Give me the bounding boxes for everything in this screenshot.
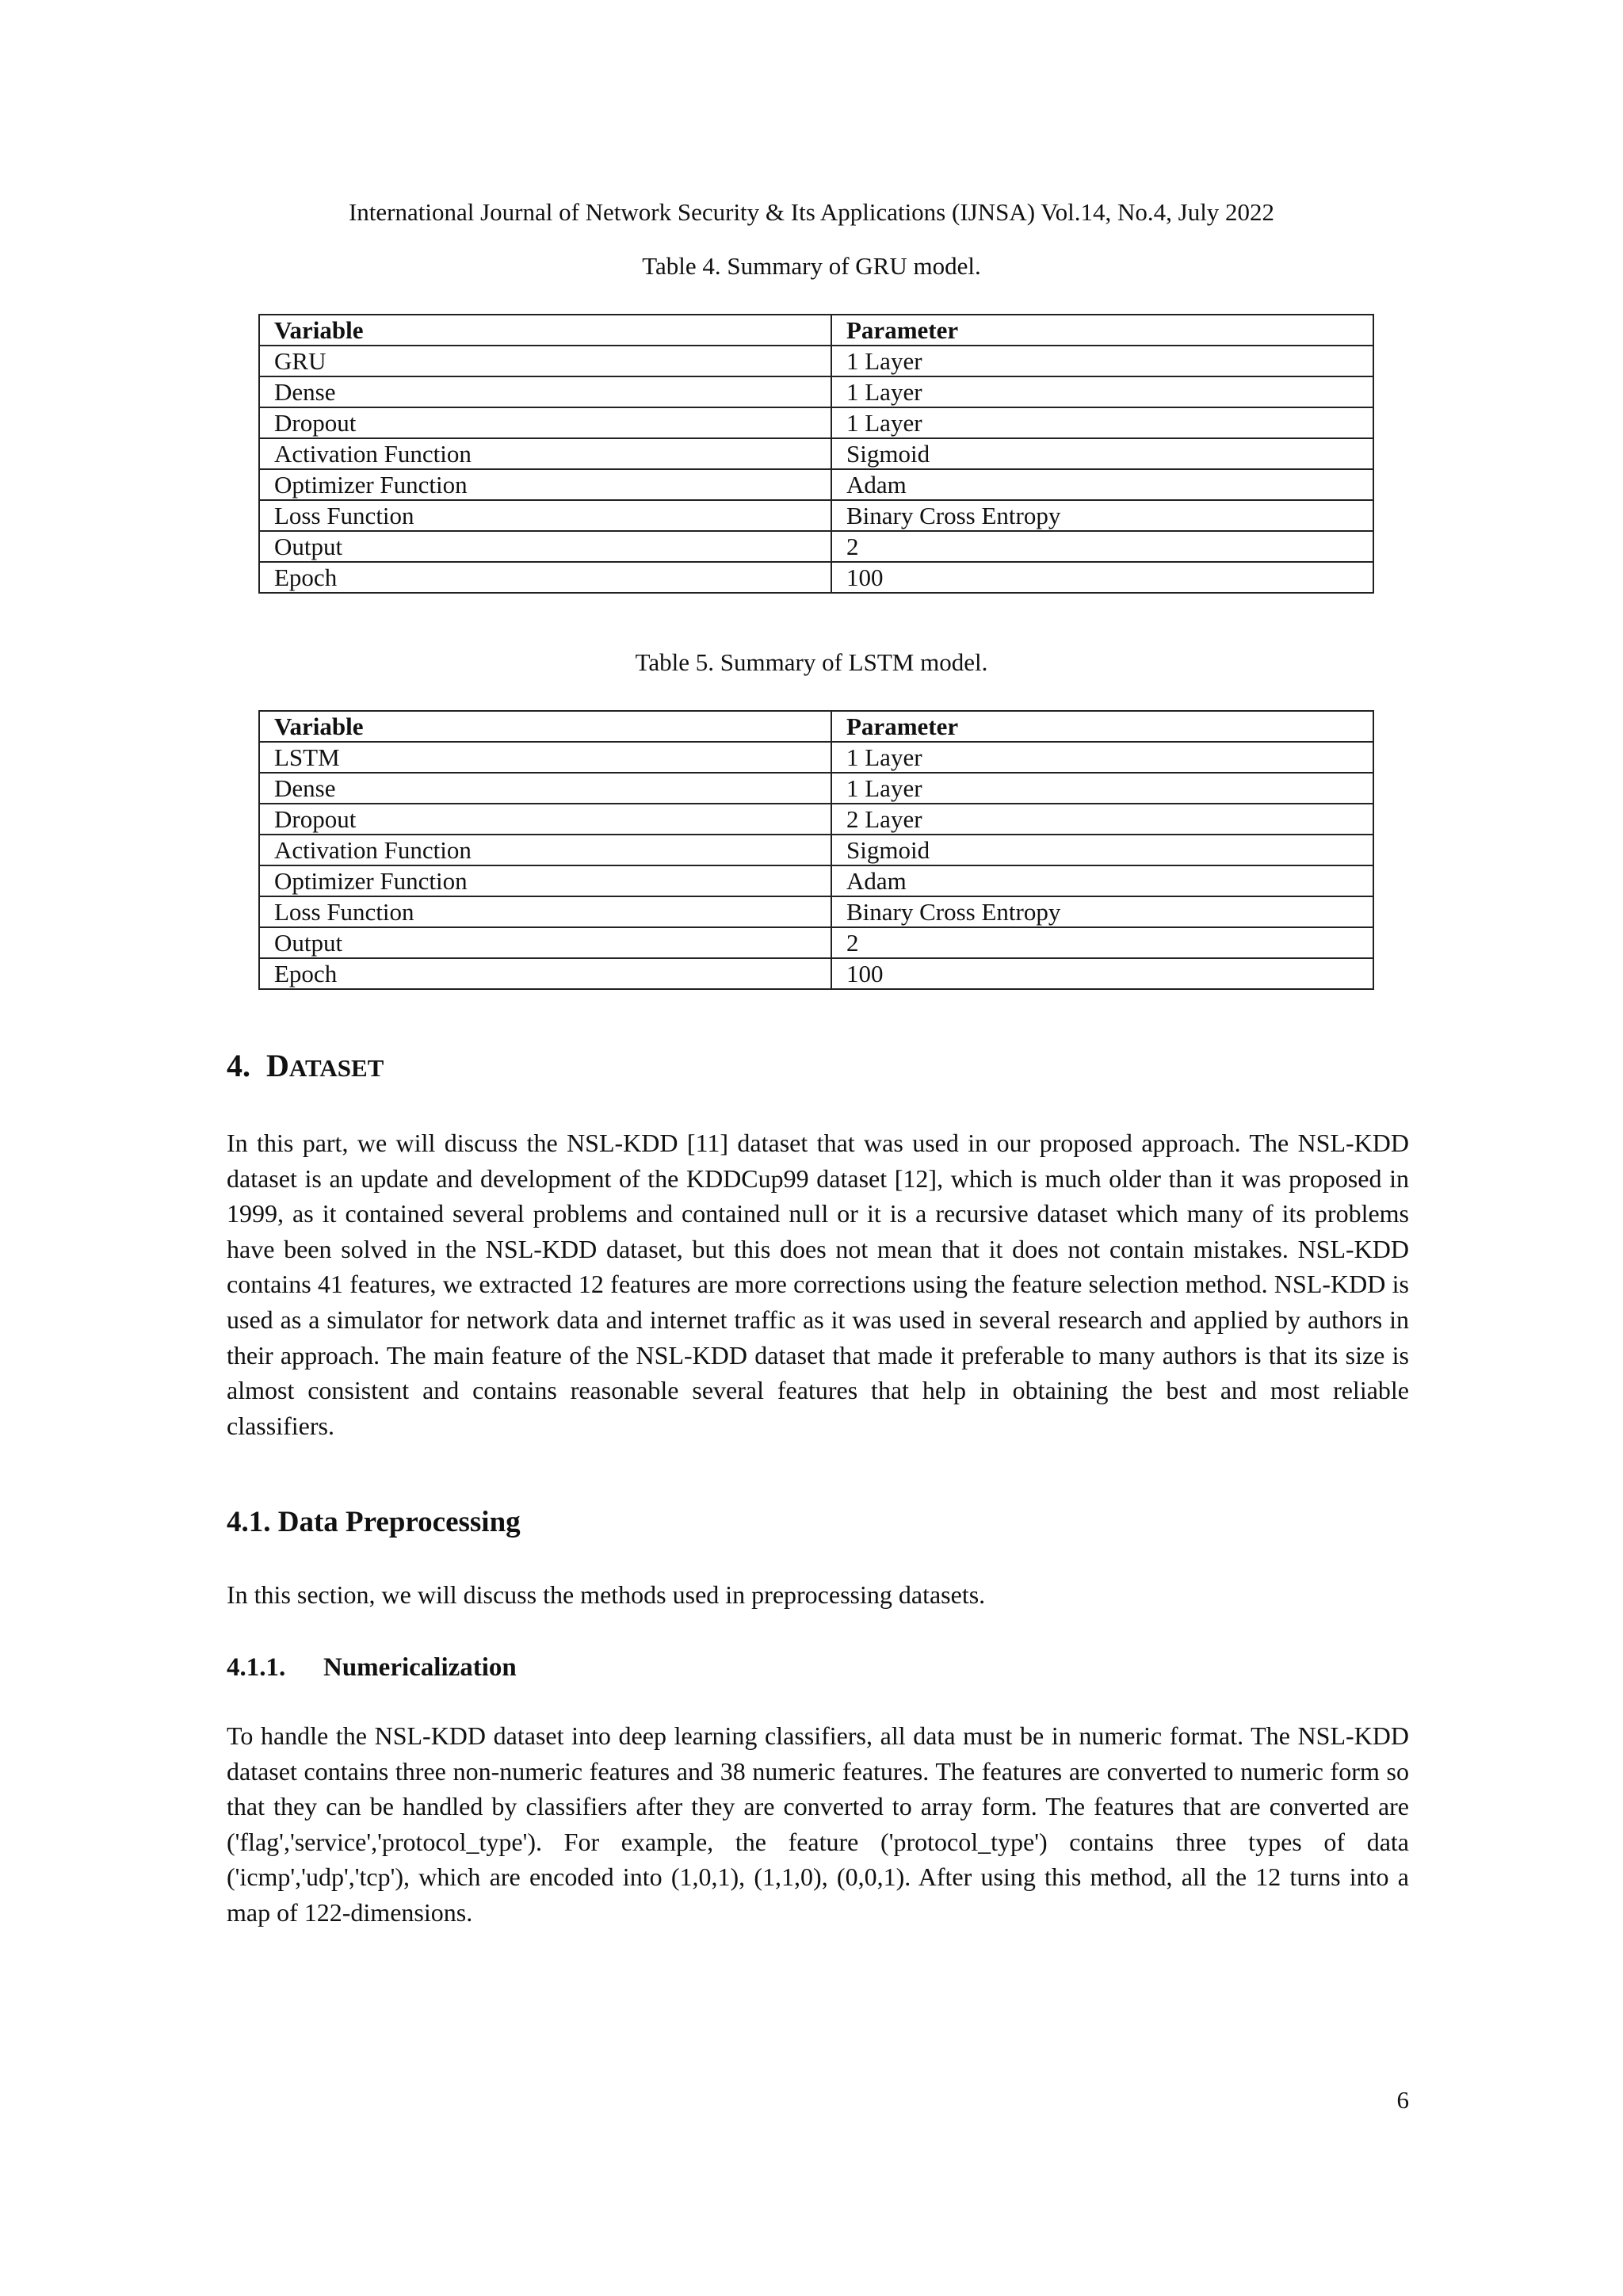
table-cell-parameter: 100 [831, 562, 1373, 593]
table4-caption: Table 4. Summary of GRU model. [642, 252, 981, 280]
table-cell-variable: Loss Function [259, 896, 831, 927]
table-cell-variable: Dropout [259, 804, 831, 835]
section-heading-dataset [227, 1046, 384, 1088]
table-row [259, 469, 1373, 500]
table-row [259, 562, 1373, 593]
table-cell-variable: Dense [259, 376, 831, 407]
preprocessing-paragraph: In this section, we will discuss the methods used in preprocessing datasets. [227, 1580, 986, 1609]
table-cell-parameter: Adam [831, 469, 1373, 500]
table-row [259, 896, 1373, 927]
column-header-parameter: Parameter [831, 315, 1373, 346]
table-cell-variable: Optimizer Function [259, 865, 831, 896]
table5-caption: Table 5. Summary of LSTM model. [635, 648, 988, 676]
table-cell-variable: Epoch [259, 958, 831, 989]
table-cell-variable: Optimizer Function [259, 469, 831, 500]
table-cell-parameter: 2 [831, 927, 1373, 958]
table-row [259, 958, 1373, 989]
table-row [259, 927, 1373, 958]
section-title-rest: ATASET [288, 1054, 384, 1082]
table-row [259, 346, 1373, 376]
table-row [259, 531, 1373, 562]
table-cell-parameter: 1 Layer [831, 407, 1373, 438]
table-cell-parameter: 2 Layer [831, 804, 1373, 835]
journal-header: International Journal of Network Security & Its Applications (IJNSA) Vol.14, No.4, July 2022 [348, 198, 1275, 226]
page-number: 6 [1396, 2086, 1409, 2114]
table-cell-variable: Activation Function [259, 438, 831, 469]
section-title-initial: D [266, 1048, 289, 1083]
table-cell-parameter: 1 Layer [831, 742, 1373, 773]
table-header-row [259, 315, 1373, 346]
table-row [259, 835, 1373, 865]
table-cell-parameter: Binary Cross Entropy [831, 500, 1373, 531]
table-row [259, 500, 1373, 531]
section-heading-data-preprocessing: 4.1. Data Preprocessing [227, 1506, 521, 1538]
table-row [259, 865, 1373, 896]
table-cell-variable: GRU [259, 346, 831, 376]
table-row [259, 742, 1373, 773]
table-cell-variable: Dense [259, 773, 831, 804]
table-cell-parameter: 2 [831, 531, 1373, 562]
table-header-row [259, 711, 1373, 742]
subsection-number: 4.1.1. [227, 1653, 286, 1682]
table-cell-parameter: 1 Layer [831, 376, 1373, 407]
table-cell-variable: Output [259, 927, 831, 958]
table-row [259, 773, 1373, 804]
table4-gru-summary [258, 314, 1374, 594]
section-number: 4. [227, 1048, 250, 1083]
table-cell-parameter: 1 Layer [831, 773, 1373, 804]
table-cell-parameter: Adam [831, 865, 1373, 896]
numericalization-paragraph: To handle the NSL-KDD dataset into deep learning classifiers, all data must be in numeric format. The NSL-KDD dataset contains three non-numeric features and 38 numeric features. The features are converted to numeric form so that they can be handled by classifiers after they are converted to array form. The features that are converted are ('flag','service','protocol_type'). For example, the feature ('protocol_type') contains three types of data ('icmp','udp','tcp'), which are encoded into (1,0,1), (1,1,0), (0,0,1). After using this method, all the 12 turns into a map of 122-dimensions. [227, 1721, 1409, 1927]
table-cell-variable: Epoch [259, 562, 831, 593]
table5-lstm-summary [258, 710, 1374, 990]
table-row [259, 438, 1373, 469]
table-cell-parameter: Sigmoid [831, 835, 1373, 865]
table-row [259, 804, 1373, 835]
table-cell-variable: Dropout [259, 407, 831, 438]
table-cell-parameter: Binary Cross Entropy [831, 896, 1373, 927]
column-header-variable: Variable [259, 711, 831, 742]
table-cell-variable: Activation Function [259, 835, 831, 865]
table-cell-parameter: Sigmoid [831, 438, 1373, 469]
table-cell-parameter: 100 [831, 958, 1373, 989]
dataset-paragraph: In this part, we will discuss the NSL-KDD [11] dataset that was used in our proposed approach. The NSL-KDD dataset is an update and development of the KDDCup99 dataset [12], which is much older than it was proposed in 1999, as it contained several problems and contained null or it is a recursive dataset which many of its problems have been solved in the NSL-KDD dataset, but this does not mean that it does not contain mistakes. NSL-KDD contains 41 features, we extracted 12 features are more corrections using the feature selection method. NSL-KDD is used as a simulator for network data and internet traffic as it was used in several research and applied by authors in their approach. The main feature of the NSL-KDD dataset that made it preferable to many authors is that its size is almost consistent and contains reasonable several features that help in obtaining the best and most reliable classifiers. [227, 1129, 1409, 1440]
table-cell-variable: Loss Function [259, 500, 831, 531]
column-header-parameter: Parameter [831, 711, 1373, 742]
table-row [259, 407, 1373, 438]
subsection-title: Numericalization [323, 1653, 517, 1682]
section-heading-numericalization [227, 1650, 517, 1685]
table-cell-parameter: 1 Layer [831, 346, 1373, 376]
table-cell-variable: LSTM [259, 742, 831, 773]
table-cell-variable: Output [259, 531, 831, 562]
table-row [259, 376, 1373, 407]
column-header-variable: Variable [259, 315, 831, 346]
